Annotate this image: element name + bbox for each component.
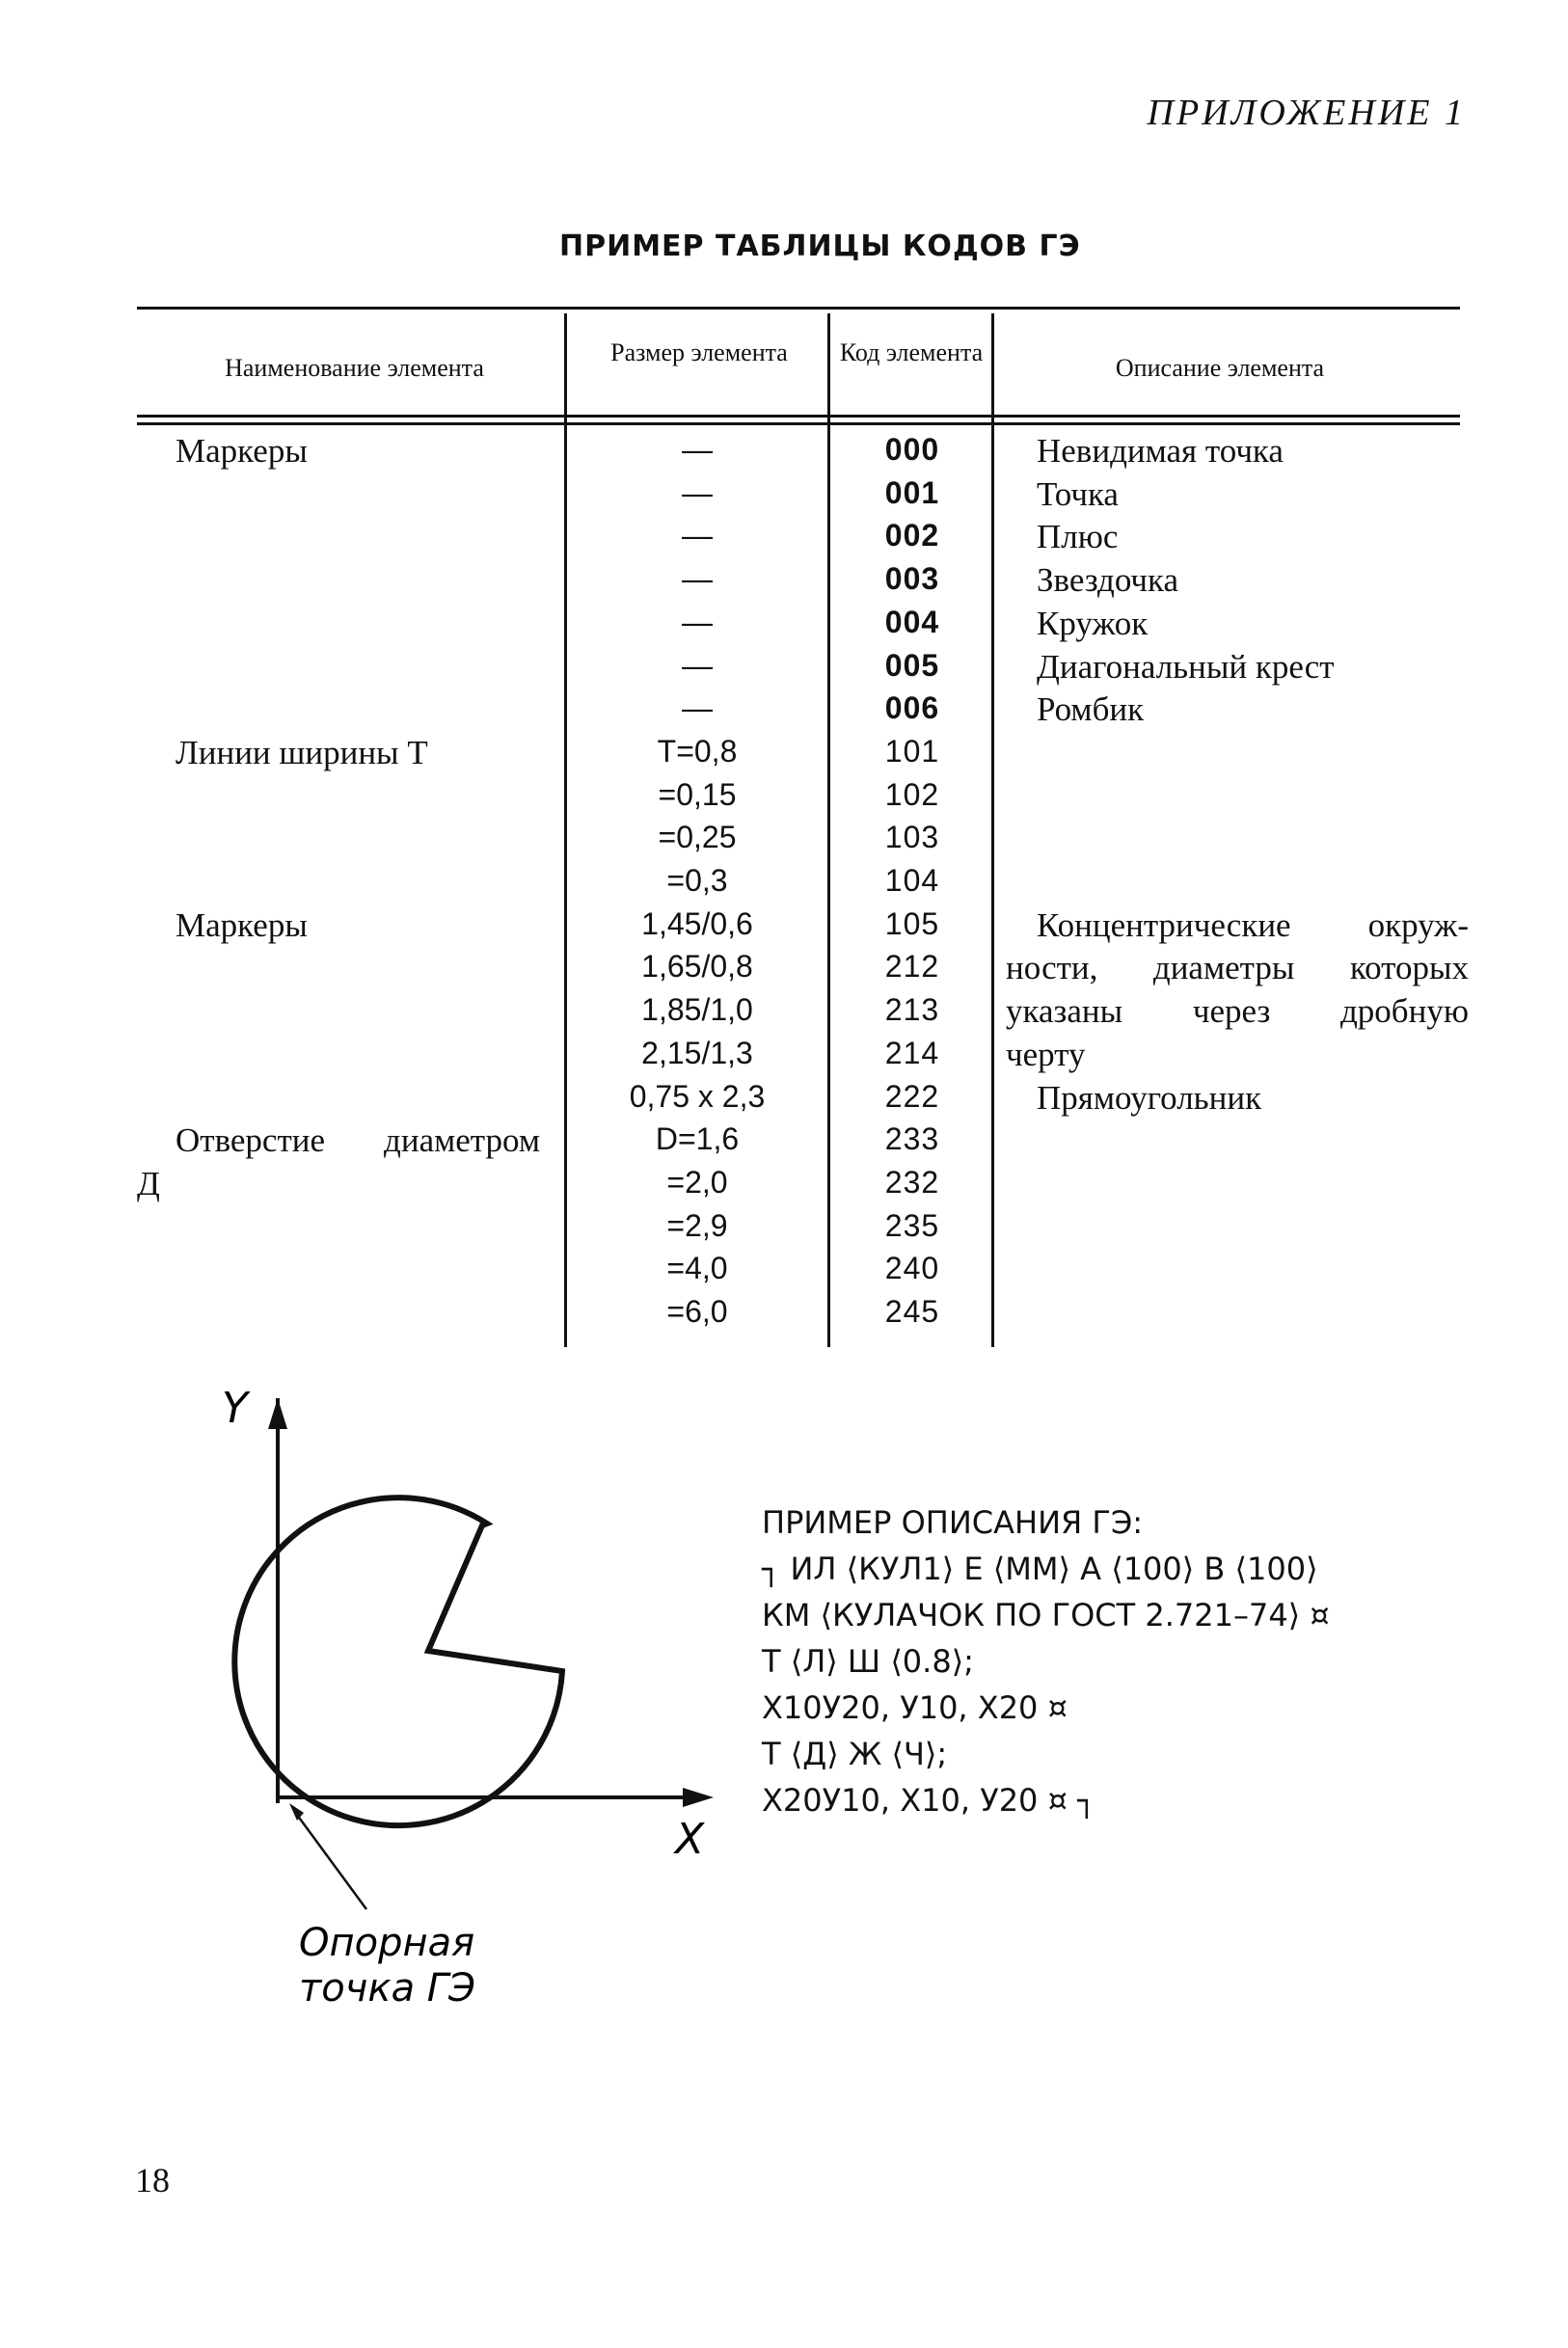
row-size: =0,25 — [658, 820, 737, 855]
row-desc: Кружок — [1037, 604, 1149, 642]
row-size: — — [682, 647, 713, 683]
row-code: 102 — [884, 776, 940, 812]
row-code: 214 — [884, 1035, 940, 1070]
row-code: 235 — [884, 1207, 940, 1243]
example-line-2: КМ ⟨КУЛАЧОК ПО ГОСТ 2.721–74⟩ ¤ — [762, 1597, 1330, 1633]
table-header-rule-1 — [137, 415, 1460, 418]
origin-caption-line2: точка ГЭ — [299, 1966, 476, 2011]
row-code: 213 — [884, 992, 940, 1028]
example-line-1: ┐ ИЛ ⟨КУЛ1⟩ Е ⟨ММ⟩ А ⟨100⟩ В ⟨100⟩ — [762, 1551, 1318, 1587]
x-axis-arrow — [683, 1788, 714, 1807]
row-size: — — [682, 604, 713, 639]
row-size: — — [682, 561, 713, 597]
row-size: 1,85/1,0 — [641, 992, 753, 1028]
row-size: =6,0 — [666, 1294, 728, 1329]
row-size: =0,3 — [666, 863, 728, 898]
row-name: Маркеры — [176, 432, 308, 470]
table-title: ПРИМЕР ТАБЛИЦЫ КОДОВ ГЭ — [559, 229, 1081, 263]
row-desc: ности, диаметры которых — [1006, 949, 1469, 987]
row-desc: Прямоугольник — [1037, 1078, 1262, 1117]
row-size: 0,75 x 2,3 — [629, 1078, 766, 1114]
y-axis-label: Y — [222, 1384, 248, 1433]
row-code: 103 — [884, 820, 940, 855]
row-code: 000 — [884, 432, 940, 467]
row-size: — — [682, 518, 713, 553]
header-code: Код элемента — [839, 338, 984, 366]
row-size: — — [682, 432, 713, 467]
x-axis-label: X — [675, 1815, 705, 1864]
row-size: =4,0 — [666, 1251, 728, 1286]
example-line-5: Т ⟨Д⟩ Ж ⟨Ч⟩; — [762, 1736, 948, 1772]
row-size: D=1,6 — [655, 1121, 740, 1157]
example-block — [762, 1499, 1330, 1823]
example-line-3: Т ⟨Л⟩ Ш ⟨0.8⟩; — [762, 1643, 974, 1680]
origin-pointer-arrow — [289, 1803, 304, 1821]
row-code: 004 — [884, 604, 940, 639]
row-desc: Точка — [1037, 474, 1119, 513]
cam-outline — [234, 1498, 562, 1825]
row-code: 005 — [884, 647, 940, 683]
example-line-4: Х10У20, У10, Х20 ¤ — [762, 1689, 1068, 1726]
row-code: 233 — [884, 1121, 940, 1157]
row-desc: черту — [1006, 1035, 1086, 1073]
row-code: 240 — [884, 1251, 940, 1286]
row-code: 001 — [884, 474, 940, 510]
row-code: 222 — [884, 1078, 940, 1114]
row-size: Т=0,8 — [657, 733, 738, 769]
row-size: =2,0 — [666, 1164, 728, 1200]
row-size: 1,45/0,6 — [641, 905, 753, 941]
row-desc: Звездочка — [1037, 561, 1179, 600]
row-size: — — [682, 474, 713, 510]
header-name: Наименование элемента — [225, 354, 484, 382]
row-code: 006 — [884, 690, 940, 726]
row-desc: Плюс — [1037, 518, 1119, 556]
origin-caption-line1: Опорная — [299, 1921, 475, 1965]
row-desc: Диагональный крест — [1037, 647, 1335, 686]
row-name: Маркеры — [176, 905, 308, 944]
example-line-6: Х20У10, Х10, У20 ¤ ┐ — [762, 1782, 1096, 1819]
row-code: 003 — [884, 561, 940, 597]
origin-pointer-line — [297, 1815, 366, 1909]
row-size: =0,15 — [658, 776, 737, 812]
row-name: Отверстие диаметром — [176, 1121, 540, 1160]
example-title: ПРИМЕР ОПИСАНИЯ ГЭ: — [762, 1504, 1144, 1541]
row-name: Д — [137, 1164, 160, 1202]
table-header-rule-2 — [137, 422, 1460, 425]
row-code: 245 — [884, 1294, 940, 1329]
cam-figure — [212, 1379, 752, 2054]
row-desc: Ромбик — [1037, 690, 1145, 729]
row-code: 002 — [884, 518, 940, 553]
y-axis-arrow — [268, 1398, 287, 1429]
row-desc: Концентрические окруж- — [1037, 905, 1469, 944]
row-desc: указаны через дробную — [1006, 992, 1469, 1031]
row-code: 105 — [884, 905, 940, 941]
page-number: 18 — [135, 2161, 170, 2200]
row-code: 104 — [884, 863, 940, 898]
row-size: 1,65/0,8 — [641, 949, 753, 985]
header-desc: Описание элемента — [1115, 354, 1325, 382]
table-top-rule — [137, 307, 1460, 310]
row-code: 212 — [884, 949, 940, 985]
row-size: — — [682, 690, 713, 726]
row-size: 2,15/1,3 — [641, 1035, 753, 1070]
row-size: =2,9 — [666, 1207, 728, 1243]
row-code: 232 — [884, 1164, 940, 1200]
appendix-label: ПРИЛОЖЕНИЕ 1 — [1147, 93, 1466, 133]
row-name: Линии ширины Т — [176, 733, 428, 771]
row-code: 101 — [884, 733, 940, 769]
header-size: Размер элемента — [610, 338, 788, 366]
row-desc: Невидимая точка — [1037, 432, 1284, 470]
